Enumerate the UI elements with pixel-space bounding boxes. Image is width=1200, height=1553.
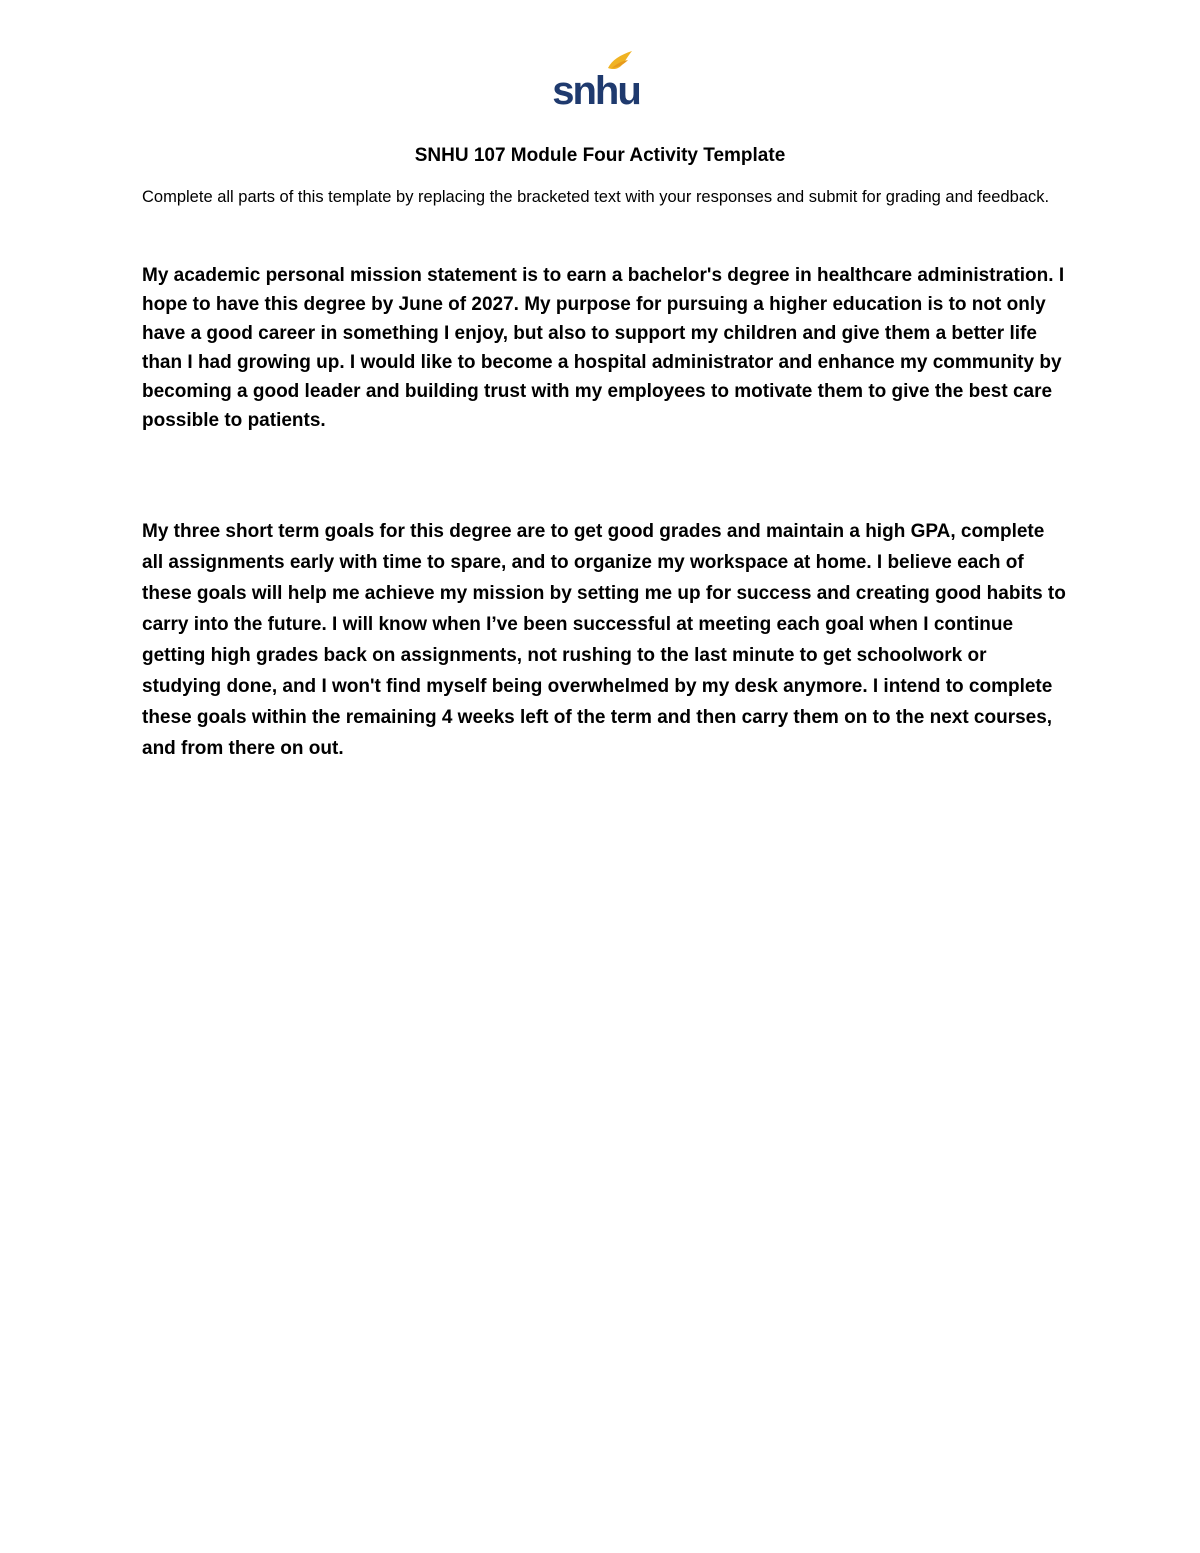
snhu-logo — [548, 48, 644, 110]
mission-statement-paragraph: My academic personal mission statement is to earn a bachelor's degree in healthcare administration. I hope to have this degree by June of 2027. My purpose for pursuing a higher education is to not only have a good career in something I enjoy, but also to support my children and give them a better life than I had growing up. I would like to become a hospital administrator and enhance my community by becoming a good leader and building trust with my employees to motivate them to give the best care possible to patients. — [142, 265, 1065, 431]
instructions-text: Complete all parts of this template by replacing the bracketed text with your responses and submit for grading and feedback. — [142, 188, 1050, 206]
short-term-goals-paragraph: My three short term goals for this degree are to get good grades and maintain a high GPA, complete all assignments early with time to spare, and to organize my workspace at home. I believe each of these goals will help me achieve my mission by setting me up for success and creating good habits to carry into the future. I will know when I’ve been successful at meeting each goal when I continue getting high grades back on assignments, not rushing to the last minute to get schoolwork or studying done, and I won't find myself being overwhelmed by my desk anymore. I intend to complete these goals within the remaining 4 weeks left of the term and then carry them on to the next courses, and from there on out. — [142, 521, 1066, 759]
document-title: SNHU 107 Module Four Activity Template — [414, 145, 786, 166]
logo-wordmark: snhu — [552, 69, 640, 110]
flame-icon — [608, 51, 632, 69]
